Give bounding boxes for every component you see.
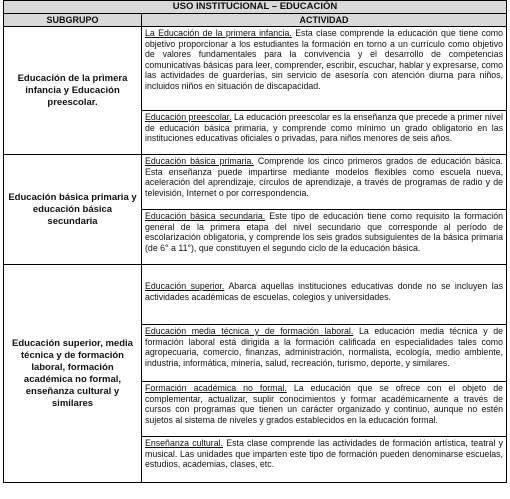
actividad-cell	[142, 265, 507, 483]
activity-text: La educación que se ofrece con el objeto de complementar, actualizar, suplir conocimientos y formar académicamente a través de cursos con programas que tienen un carácter organizado y continuo, aunque no estén sujetos al sistema de niveles y grados establecidos en la educación formal.	[145, 383, 504, 425]
activity-term: Educación media técnica y de formación laboral.	[145, 326, 354, 336]
activity-text: Este tipo de educación tiene como requisito la formación general de la primera etapa del nivel secundario que corresponde al período de escolarización obligatoria, y comprende los seis grados subsiguientes de la básica primaria (de 6° a 11°), que constituyen el segundo ciclo de la educación básica.	[145, 211, 504, 253]
activity-text: La educación preescolar es la enseñanza que precede a primer nivel de educación básica primaria, y comprende como mínimo un grado obligatorio en las instituciones educativas oficiales o privadas, para niños menores de seis años.	[145, 112, 504, 143]
activity-block	[142, 209, 506, 264]
activity-block	[142, 27, 506, 110]
activity-term: Educación superior.	[145, 281, 225, 291]
table-header-row	[4, 14, 507, 27]
activity-term: Formación académica no formal.	[145, 383, 287, 393]
activity-text: La educación media técnica y de formación laboral está dirigida a la formación calificada en especialidades tales como agropecuaria, comercio, finanzas, administración, normalista, ecología, medio ambiente, industria, informática, minería, salud, recreación, turismo, deporte, y similares.	[145, 326, 504, 368]
table-row	[4, 155, 507, 265]
column-header-subgrupo: SUBGRUPO	[4, 14, 142, 27]
activity-term: Educación básica primaria.	[145, 156, 254, 166]
table-row	[4, 265, 507, 483]
table-title: USO INSTITUCIONAL – EDUCACIÓN	[4, 1, 507, 14]
table-row	[4, 27, 507, 155]
subgrupo-cell: Educación superior, media técnica y de formación laboral, formación académica no formal, enseñanza cultural y similares	[4, 265, 142, 483]
activity-text: Abarca aquellas instituciones educativas donde no se incluyen las actividades académicas de escuelas, colegios y universidades.	[145, 281, 504, 302]
activity-text: Esta clase comprende la educación que tiene como objetivo proporcionar a los estudiantes la formación en torno a un currículo como objetivo de valores fundamentales para la convivencia y el desarrollo de competencias comunicativas básicas para leer, comprender, escribir, escuchar, hablar y expresarse, como las actividades de guarderías, sin servicio de asesoría con atención diurna para niños, incluidos niños en situación de discapacidad.	[145, 28, 504, 91]
activity-block	[142, 381, 506, 436]
land-use-table	[3, 0, 507, 483]
activity-text: Esta clase comprende las actividades de formación artística, teatral y musical. Las unidades que imparten este tipo de formación pueden denominarse escuelas, estudios, academias, clases, etc.	[145, 438, 504, 469]
activity-term: Enseñanza cultural.	[145, 438, 224, 448]
activity-block	[142, 324, 506, 381]
activity-block	[142, 436, 506, 482]
activity-term: Educación básica secundaria.	[145, 211, 266, 221]
activity-term: Educación preescolar.	[145, 112, 232, 122]
activity-block	[142, 110, 506, 154]
activity-text: Comprende los cinco primeros grados de educación básica. Esta enseñanza puede impartirse mediante modelos flexibles como escuela nueva, aceleración del aprendizaje, círculos de aprendizaje, a través de programas de radio y de televisión, Internet o por correspondencia.	[145, 156, 504, 198]
subgrupo-cell: Educación de la primera infancia y Educación preescolar.	[4, 27, 142, 155]
actividad-cell	[142, 155, 507, 265]
activity-term: La Educación de la primera infancia.	[145, 28, 292, 38]
column-header-actividad: ACTIVIDAD	[142, 14, 507, 27]
subgrupo-cell: Educación básica primaria y educación básica secundaria	[4, 155, 142, 265]
table-title-row	[4, 1, 507, 14]
actividad-cell	[142, 27, 507, 155]
activity-block	[142, 155, 506, 209]
activity-block	[142, 265, 506, 324]
